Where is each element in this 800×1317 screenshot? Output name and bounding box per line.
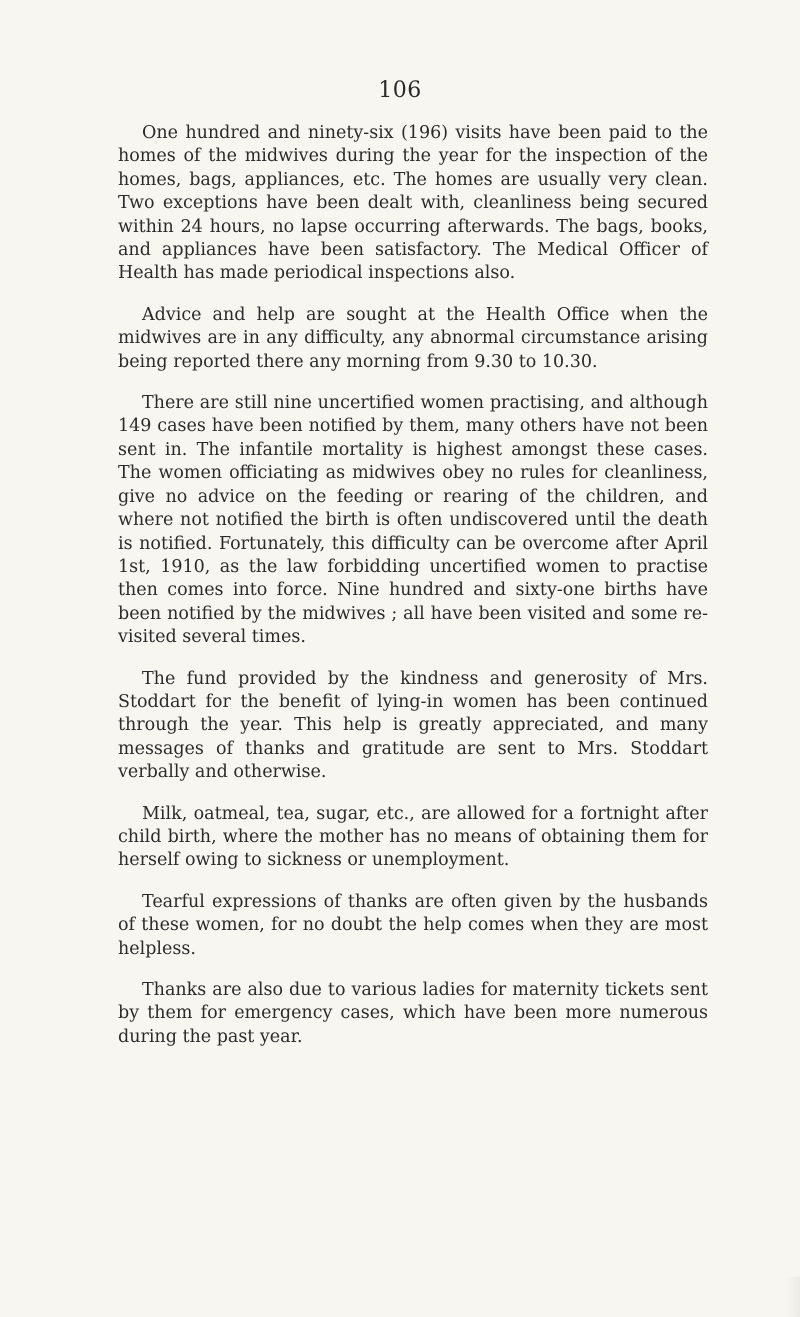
paragraph-health-office-advice: Advice and help are sought at the Health Office when the midwives are in any difficulty, any abnormal circumstance arising being reported there any morning from 9.30 to 10.30.: [118, 304, 708, 372]
paragraph-maternity-tickets: Thanks are also due to various ladies for maternity tickets sent by them for emergency cases, which have been more numerous during the past year.: [118, 980, 708, 1047]
body-text: [118, 122, 708, 1067]
paragraph-stoddart-fund: The fund provided by the kindness and generosity of Mrs. Stoddart for the benefit of lying-in women has been continued through the year. This help is greatly appreciated, and many messages of thanks and gratitude are sent to Mrs. Stoddart verbally and otherwise.: [118, 668, 708, 783]
paragraph-uncertified-women: There are still nine uncertified women practising, and although 149 cases have been notified by them, many others have not been sent in. The infantile mortality is highest amongst these cases. The women officiating as midwives obey no rules for cleanliness, give no advice on the feeding or rearing of the children, and where not notified the birth is often undiscovered until the death is notified. Fortunately, this difficulty can be overcome after April 1st, 1910, as the law forbidding uncertified women to practise then comes into force. Nine hundred and sixty-one births have been notified by the midwives ; all have been visited and some re-visited several times.: [118, 393, 708, 648]
paragraph-provisions: Milk, oatmeal, tea, sugar, etc., are allowed for a fortnight after child birth, where the mother has no means of obtaining them for herself owing to sickness or unemployment.: [118, 803, 708, 871]
page-number: 106: [378, 78, 422, 103]
paragraph-husbands-thanks: Tearful expressions of thanks are often given by the husbands of these women, for no doubt the help comes when they are most helpless.: [118, 891, 708, 959]
paragraph-home-visits: One hundred and ninety-six (196) visits have been paid to the homes of the midwives during the year for the inspection of the homes, bags, appliances, etc. The homes are usually very clean. Two exceptions have been dealt with, cleanliness being secured within 24 hours, no lapse occurring afterwards. The bags, books, and appliances have been satisfactory. The Medical Officer of Health has made periodical inspections also.: [118, 123, 708, 284]
page-edge-shadow: [786, 1277, 800, 1317]
